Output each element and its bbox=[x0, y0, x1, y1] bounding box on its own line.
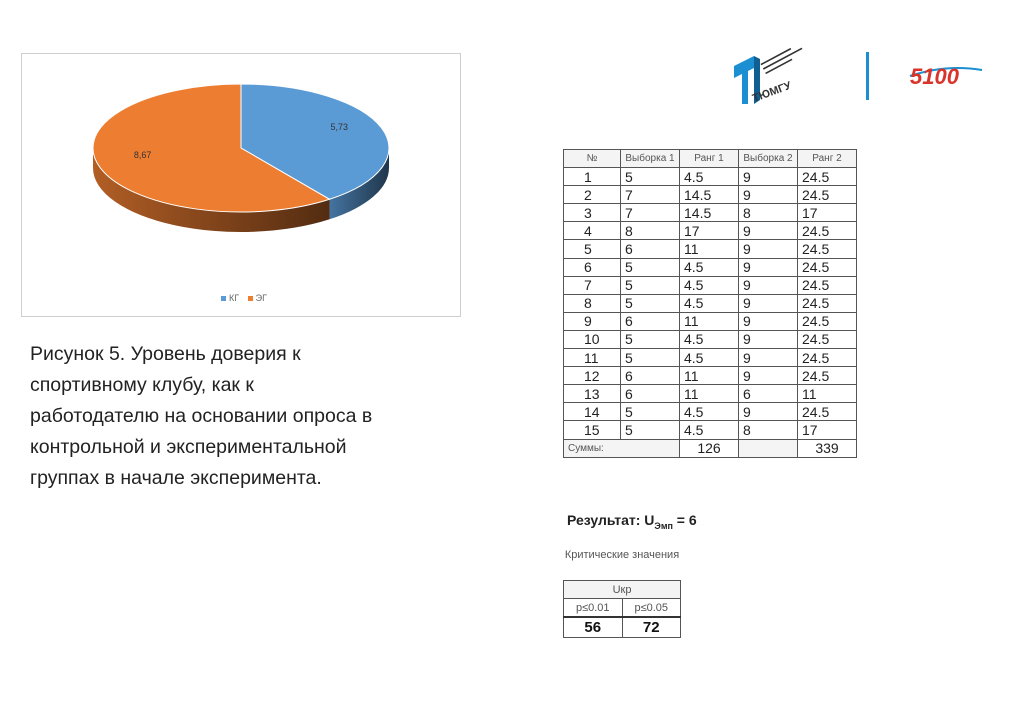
col-header-rank2: Ранг 2 bbox=[798, 150, 857, 168]
table-cell: 24.5 bbox=[798, 240, 857, 258]
program-5100-logo bbox=[906, 58, 988, 90]
table-cell: 14 bbox=[564, 403, 621, 421]
table-cell: 24.5 bbox=[798, 186, 857, 204]
table-cell: 5 bbox=[621, 421, 680, 439]
table-row bbox=[564, 276, 857, 294]
logo-mark-icon bbox=[734, 56, 754, 104]
col-header-sample2: Выборка 2 bbox=[739, 150, 798, 168]
sum-row bbox=[564, 439, 857, 457]
table-cell: 6 bbox=[621, 240, 680, 258]
sum-rank2: 339 bbox=[798, 439, 857, 457]
table-cell: 5 bbox=[621, 403, 680, 421]
table-cell: 17 bbox=[680, 222, 739, 240]
sum-rank1: 126 bbox=[680, 439, 739, 457]
critical-values-table bbox=[563, 580, 681, 638]
table-cell: 9 bbox=[739, 168, 798, 186]
result-subscript: Эмп bbox=[654, 520, 673, 531]
table-cell: 4.5 bbox=[680, 403, 739, 421]
col-header-sample1: Выборка 1 bbox=[621, 150, 680, 168]
table-row bbox=[564, 312, 857, 330]
table-cell: 14.5 bbox=[680, 186, 739, 204]
table-cell: 9 bbox=[739, 258, 798, 276]
table-cell: 13 bbox=[564, 385, 621, 403]
pie-chart bbox=[21, 53, 461, 317]
program-5100-text: 5100 bbox=[910, 64, 959, 89]
table-cell: 17 bbox=[798, 421, 857, 439]
table-cell: 4.5 bbox=[680, 168, 739, 186]
result-label: Результат: U bbox=[567, 512, 655, 528]
pie-data-label: 8,67 bbox=[133, 150, 152, 161]
table-cell: 9 bbox=[739, 330, 798, 348]
table-cell: 7 bbox=[621, 186, 680, 204]
table-cell: 4.5 bbox=[680, 294, 739, 312]
table-cell: 9 bbox=[739, 367, 798, 385]
table-cell: 24.5 bbox=[798, 349, 857, 367]
table-cell: 24.5 bbox=[798, 403, 857, 421]
table-cell: 11 bbox=[680, 240, 739, 258]
legend-swatch-kg bbox=[221, 296, 226, 301]
table-cell: 9 bbox=[739, 222, 798, 240]
chart-legend bbox=[22, 293, 460, 303]
table-cell: 1 bbox=[564, 168, 621, 186]
table-row bbox=[564, 186, 857, 204]
table-cell: 4 bbox=[564, 222, 621, 240]
table-cell: 5 bbox=[621, 294, 680, 312]
logo-divider bbox=[866, 52, 869, 100]
table-cell: 9 bbox=[739, 294, 798, 312]
pie-data-label: 5,73 bbox=[330, 121, 349, 132]
table-cell: 3 bbox=[564, 204, 621, 222]
table-row bbox=[564, 294, 857, 312]
table-cell: 7 bbox=[564, 276, 621, 294]
table-cell: 9 bbox=[564, 312, 621, 330]
table-cell: 9 bbox=[739, 276, 798, 294]
table-cell: 4.5 bbox=[680, 258, 739, 276]
table-cell: 4.5 bbox=[680, 349, 739, 367]
figure-caption: Рисунок 5. Уровень доверия к спортивному клубу, как к работодателю на основании опроса в контрольной и экспериментальной группах в начале эксперимента. bbox=[30, 343, 373, 489]
table-row bbox=[564, 330, 857, 348]
table-cell: 6 bbox=[621, 385, 680, 403]
table-cell: 4.5 bbox=[680, 276, 739, 294]
table-cell: 14.5 bbox=[680, 204, 739, 222]
logo-text: ТЮМГУ bbox=[750, 79, 793, 105]
table-cell: 11 bbox=[680, 367, 739, 385]
sum-label: Суммы: bbox=[564, 439, 680, 457]
table-cell: 2 bbox=[564, 186, 621, 204]
table-cell: 11 bbox=[680, 385, 739, 403]
rank-table-header bbox=[564, 150, 857, 168]
table-row bbox=[564, 349, 857, 367]
table-cell: 8 bbox=[564, 294, 621, 312]
critical-p2-label: p≤0.05 bbox=[622, 599, 681, 618]
table-cell: 5 bbox=[621, 349, 680, 367]
table-row bbox=[564, 421, 857, 439]
table-cell: 8 bbox=[621, 222, 680, 240]
table-row bbox=[564, 168, 857, 186]
legend-swatch-eg bbox=[248, 296, 253, 301]
table-row bbox=[564, 367, 857, 385]
table-row bbox=[564, 258, 857, 276]
critical-p1-value: 56 bbox=[564, 617, 623, 638]
table-cell: 24.5 bbox=[798, 294, 857, 312]
table-cell: 11 bbox=[798, 385, 857, 403]
table-cell: 6 bbox=[621, 367, 680, 385]
table-cell: 4.5 bbox=[680, 330, 739, 348]
legend-label-kg: КГ bbox=[229, 293, 240, 303]
critical-p1-label: p≤0.01 bbox=[564, 599, 623, 618]
table-row bbox=[564, 240, 857, 258]
table-cell: 9 bbox=[739, 186, 798, 204]
table-cell: 6 bbox=[739, 385, 798, 403]
legend-label-eg: ЭГ bbox=[255, 293, 267, 303]
result-value: = 6 bbox=[672, 512, 697, 528]
table-cell: 24.5 bbox=[798, 168, 857, 186]
table-cell: 5 bbox=[621, 330, 680, 348]
table-cell: 24.5 bbox=[798, 367, 857, 385]
rank-table-body bbox=[564, 168, 857, 439]
table-cell: 11 bbox=[680, 312, 739, 330]
table-cell: 24.5 bbox=[798, 222, 857, 240]
table-cell: 15 bbox=[564, 421, 621, 439]
table-cell: 8 bbox=[739, 421, 798, 439]
table-cell: 5 bbox=[621, 168, 680, 186]
table-cell: 9 bbox=[739, 240, 798, 258]
pie-chart-svg bbox=[22, 54, 460, 316]
table-cell: 24.5 bbox=[798, 312, 857, 330]
table-cell: 11 bbox=[564, 349, 621, 367]
critical-header: Uкр bbox=[564, 581, 681, 599]
logo-lettering-icon bbox=[760, 43, 804, 74]
table-cell: 4.5 bbox=[680, 421, 739, 439]
rank-table bbox=[563, 149, 857, 458]
table-cell: 9 bbox=[739, 312, 798, 330]
table-cell: 24.5 bbox=[798, 276, 857, 294]
table-cell: 8 bbox=[739, 204, 798, 222]
critical-values-title: Критические значения bbox=[564, 549, 680, 561]
table-cell: 6 bbox=[564, 258, 621, 276]
critical-p2-value: 72 bbox=[622, 617, 681, 638]
table-cell: 5 bbox=[621, 276, 680, 294]
table-cell: 5 bbox=[621, 258, 680, 276]
col-header-rank1: Ранг 1 bbox=[680, 150, 739, 168]
table-cell: 12 bbox=[564, 367, 621, 385]
table-row bbox=[564, 403, 857, 421]
table-cell: 5 bbox=[564, 240, 621, 258]
table-row bbox=[564, 222, 857, 240]
table-cell: 7 bbox=[621, 204, 680, 222]
sum-empty bbox=[739, 439, 798, 457]
table-cell: 10 bbox=[564, 330, 621, 348]
table-cell: 17 bbox=[798, 204, 857, 222]
table-row bbox=[564, 385, 857, 403]
table-row bbox=[564, 204, 857, 222]
result-line bbox=[567, 512, 697, 531]
table-cell: 24.5 bbox=[798, 330, 857, 348]
table-cell: 9 bbox=[739, 349, 798, 367]
table-cell: 6 bbox=[621, 312, 680, 330]
col-header-number: № bbox=[564, 150, 621, 168]
table-cell: 24.5 bbox=[798, 258, 857, 276]
table-cell: 9 bbox=[739, 403, 798, 421]
university-logo bbox=[728, 38, 848, 108]
